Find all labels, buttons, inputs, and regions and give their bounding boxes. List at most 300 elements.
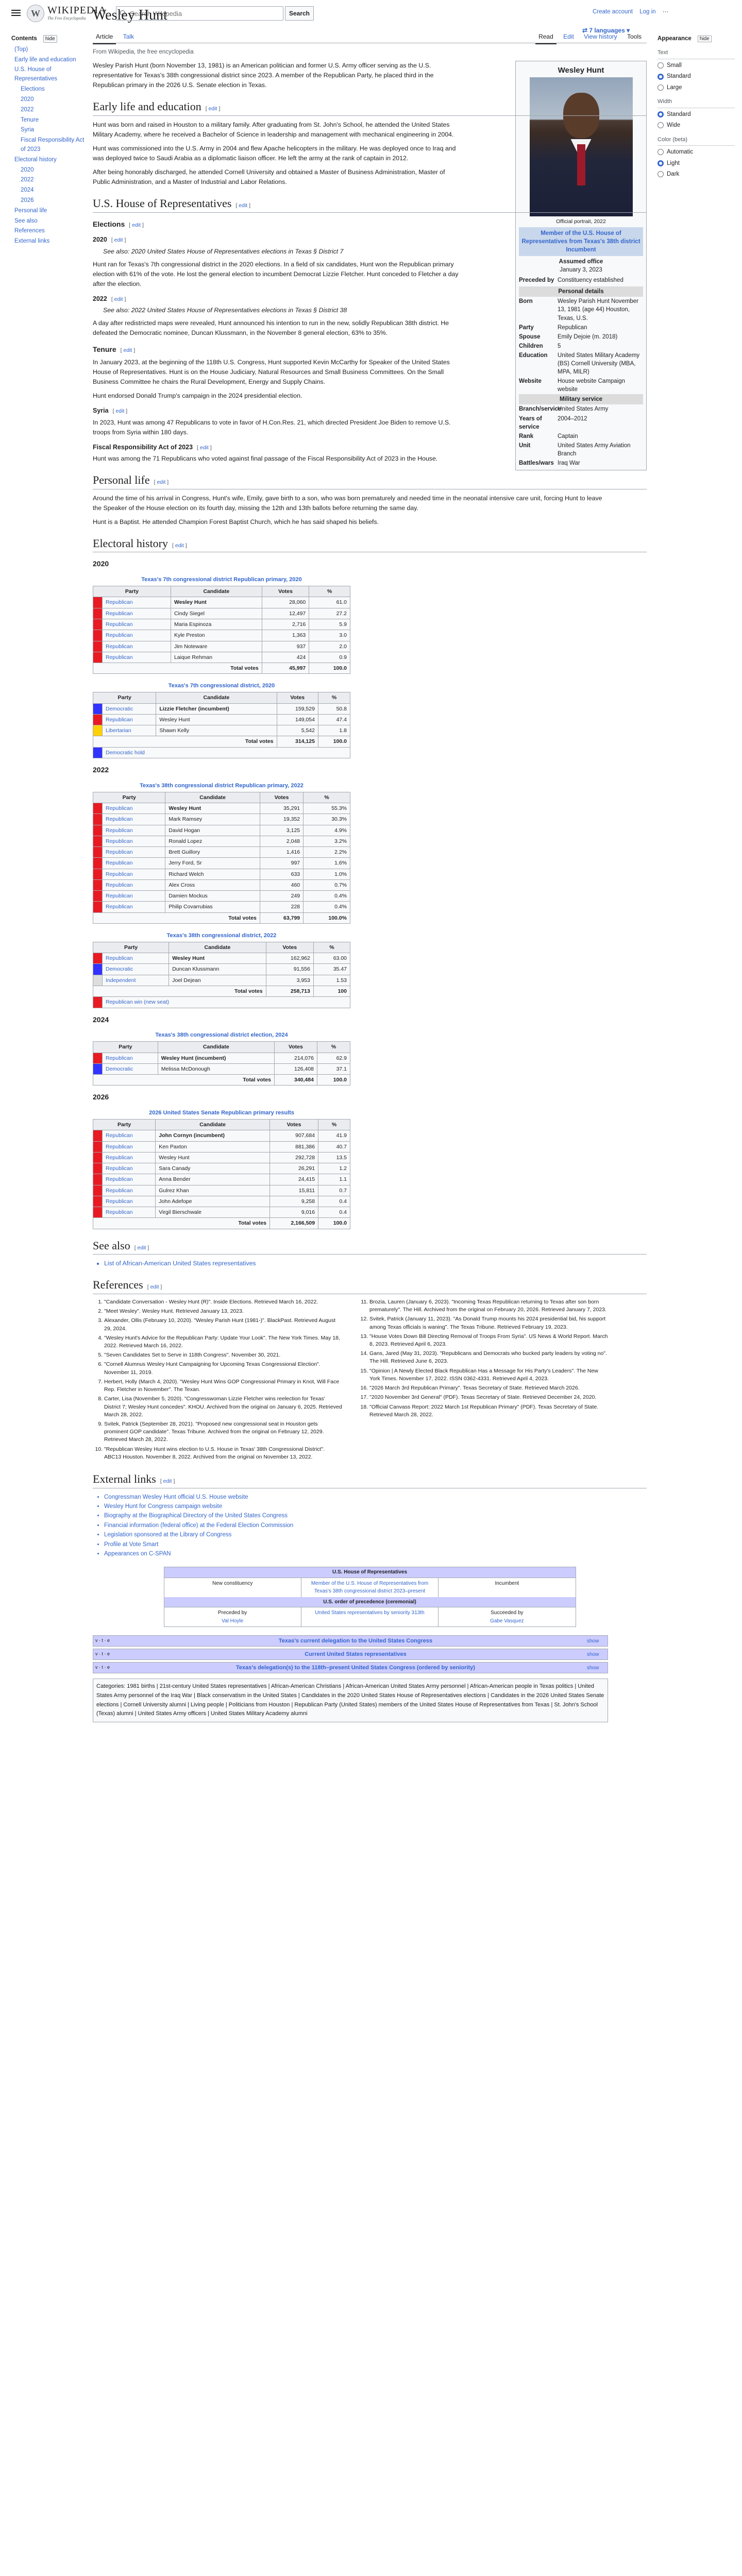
color-light-radio[interactable]: Light [657,159,735,168]
infobox-value: United States Army [558,406,609,413]
votes-cell: 5,542 [277,725,318,736]
reference-item[interactable]: 13. "House Votes Down Bill Directing Removal of Troops From Syria". US News & World Report. March 8, 2023. Retrieved April 6, 2023. [369,1333,608,1348]
column-header: Candidate [156,692,277,703]
total-percent: 100.0 [309,663,350,674]
party-cell[interactable]: Republican [103,891,165,902]
edit-link[interactable]: edit [163,1478,172,1485]
navbox[interactable] [93,1649,608,1660]
toc-item[interactable]: Tenure [21,116,39,123]
percent-cell: 4.9% [303,825,350,836]
navbox[interactable] [93,1635,608,1647]
edit-link[interactable]: edit [175,542,184,549]
reference-item[interactable]: 16. "2026 March 3rd Republican Primary". Texas Secretary of State. Retrieved March 2026. [369,1384,608,1392]
party-cell[interactable]: Republican [103,858,165,869]
references-list [93,1298,608,1463]
assumed-office-label: Assumed office [559,258,603,265]
percent-cell: 40.7 [318,1141,350,1152]
tab-edit[interactable]: Edit [563,33,574,40]
percent-cell: 0.4 [318,1196,350,1207]
navbox-title[interactable]: Texas's delegation(s) to the 118th–present United States Congress (ordered by seniority) [236,1664,475,1671]
party-cell[interactable]: Republican [103,619,171,630]
navbox-show-toggle[interactable]: show [587,1638,599,1644]
reference-item[interactable]: 11. Brozia, Lauren (January 6, 2023). "Incoming Texas Republican returning to Texas after son born prematurely". The Hill. Archived from the original on February 20, 2026. Retrieved January 7, 2023. [369,1298,608,1314]
total-percent: 100.0 [317,1075,350,1086]
infobox-value: 2004–2012 [558,415,587,422]
total-votes: 314,125 [277,736,318,747]
candidate-cell: Jerry Ford, Sr [165,858,260,869]
column-header: % [309,586,350,597]
reference-item[interactable]: 10. "Republican Wesley Hunt wins election to U.S. House in Texas' 38th Congressional District". ABC13 Houston. November 8, 2022. Archived from the original on November 13, 2022. [104,1446,343,1461]
column-header: Votes [270,1120,318,1130]
toc-item[interactable]: 2022 [21,106,34,113]
column-header: Votes [274,1042,317,1053]
more-tools-icon[interactable]: ··· [662,9,669,15]
edit-link[interactable]: edit [114,237,123,244]
infobox-label: Rank [519,433,534,439]
votes-cell: 12,497 [262,608,309,619]
candidate-cell: Philip Covarrubias [165,902,260,912]
see-also-note[interactable]: See also: 2022 United States House of Representatives elections in Texas § District 38 [103,307,347,314]
votes-cell: 28,060 [262,597,309,608]
toc-item[interactable]: Electoral history [14,156,57,163]
table-caption[interactable]: Texas's 7th congressional district Republican primary, 2020 [141,577,302,583]
tab-article[interactable]: Article [93,31,116,44]
percent-cell: 3.2% [303,836,350,846]
party-cell[interactable]: Republican [103,902,165,912]
party-cell[interactable]: Republican [103,825,165,836]
edit-link[interactable]: edit [137,1244,146,1251]
party-cell[interactable]: Libertarian [103,725,156,736]
column-header: Party [93,692,156,703]
external-link[interactable]: • Legislation sponsored at the Library of Congress [104,1530,647,1539]
party-cell[interactable]: Republican [103,1141,156,1152]
table-row [93,1053,350,1063]
percent-cell: 0.4% [303,902,350,912]
table-caption[interactable]: 2026 United States Senate Republican primary results [149,1110,294,1116]
edit-link[interactable]: edit [114,296,123,302]
percent-cell: 27.2 [309,608,350,619]
party-color-swatch [93,597,103,608]
percent-cell: 2.2% [303,847,350,858]
candidate-cell: Wesley Hunt [169,953,266,964]
party-cell[interactable]: Republican [103,1152,156,1163]
toc-item[interactable]: See also [14,217,38,224]
votes-cell: 214,076 [274,1053,317,1063]
lead-paragraph: Wesley Parish Hunt (born November 13, 1981) is an American politician and former U.S. Army officer serving as the U.S. representative for Texas's 38th congressional district since 2023. A member of the Republican Party, he placed third in the Republican primary in the 2026 U.S. Senate election in Texas. [93,62,434,89]
reference-item[interactable]: 15. "Opinion | A Newly Elected Black Republican Has a Message for His Party's Leaders". The New York Times. November 17, 2022. ISSN 0362-4331. Retrieved April 4, 2023. [369,1367,608,1383]
toc-hide-button[interactable]: hide [43,35,57,43]
see-also-note[interactable]: See also: 2020 United States House of Representatives elections in Texas § District 7 [103,247,344,255]
votes-cell: 35,291 [260,803,303,814]
table-row [93,630,350,641]
navbox-vte[interactable]: v · t · e [95,1651,110,1657]
tagline: The Free Encyclopedia [47,16,86,21]
table-row [93,891,350,902]
table-row [93,879,350,890]
candidate-cell: John Cornyn (incumbent) [156,1130,270,1141]
party-cell[interactable]: Republican [103,1053,158,1063]
precedence-header: U.S. order of precedence (ceremonial) [164,1597,576,1607]
party-cell[interactable]: Republican [103,1174,156,1185]
table-row [93,1152,350,1163]
infobox-value: House website Campaign website [558,378,626,393]
see-also-link[interactable]: • List of African-American United States representatives [104,1259,647,1268]
candidate-cell: Duncan Klussmann [169,964,266,975]
table-row [93,597,350,608]
votes-cell: 633 [260,869,303,879]
candidate-cell: Damien Mockus [165,891,260,902]
infobox-value: Emily Dejoie (m. 2018) [558,333,618,340]
edit-link[interactable]: edit [150,1284,159,1291]
total-label: Total votes [93,912,260,923]
party-cell[interactable]: Republican [103,803,165,814]
external-link[interactable]: • Profile at Vote Smart [104,1540,647,1549]
party-cell[interactable]: Republican [103,1196,156,1207]
column-header: % [313,942,350,953]
percent-cell: 1.6% [303,858,350,869]
column-header: % [317,1042,350,1053]
column-header: Votes [277,692,318,703]
text-large-radio[interactable]: Large [657,83,735,92]
edit-link[interactable]: edit [239,202,248,209]
percent-cell: 1.1 [318,1174,350,1185]
votes-cell: 24,415 [270,1174,318,1185]
party-cell[interactable]: Republican [103,869,165,879]
toc-item[interactable]: 2020 [21,96,34,103]
votes-cell: 19,352 [260,814,303,825]
tab-view-history[interactable]: View history [584,33,617,40]
column-header: Party [93,586,171,597]
party-cell[interactable]: Republican [103,714,156,725]
reference-item[interactable]: 17. "2020 November 3rd General" (PDF). Texas Secretary of State. Retrieved December 24, 2020. [369,1394,608,1401]
toc-item[interactable]: References [14,228,45,234]
column-header: Party [93,792,165,803]
reference-item[interactable]: 12. Svitek, Patrick (January 11, 2023). "As Donald Trump mounts his 2024 presidential bid, his support among Texas officials is waning". The Texas Tribune. Retrieved February 19, 2023. [369,1315,608,1331]
votes-cell: 149,054 [277,714,318,725]
main-menu-icon[interactable] [11,8,21,16]
table-row [93,847,350,858]
reference-item[interactable]: 2. "Meet Wesley". Wesley Hunt. Retrieved January 13, 2023. [104,1308,343,1315]
party-cell[interactable]: Republican [103,1163,156,1174]
hold-label[interactable]: Democratic hold [103,747,350,758]
percent-cell: 63.00 [313,953,350,964]
text-small-radio[interactable]: Small [657,61,735,70]
column-header: % [318,692,350,703]
party-cell[interactable]: Republican [103,630,171,641]
navbox-show-toggle[interactable]: show [587,1651,599,1657]
toc-item[interactable]: Personal life [14,207,47,214]
paragraph: Around the time of his arrival in Congress, Hunt's wife, Emily, gave birth to a son, who was born prematurely and needed time in the neonatal intensive care unit, forcing Hunt to leave the Speaker of the House election on its fourth day, missing the 12th and 13th ballots before returning the same day. [93,494,602,512]
party-color-swatch [93,1152,103,1163]
table-caption[interactable]: Texas's 38th congressional district, 2022 [166,932,277,939]
external-link[interactable]: • Biography at the Biographical Directory of the United States Congress [104,1511,647,1520]
infobox-label: Unit [519,442,531,449]
reference-item[interactable]: 18. "Official Canvass Report: 2022 March 1st Republican Primary" (PDF). Texas Secretary of State. Retrieved March 28, 2022. [369,1403,608,1419]
party-cell[interactable]: Republican [103,1185,156,1196]
infobox-label: Website [519,378,542,385]
election-results-table [93,574,350,674]
votes-cell: 292,728 [270,1152,318,1163]
infobox-label: Branch/service [519,406,562,413]
party-cell[interactable]: Republican [103,597,171,608]
heading-personal-life: Personal life [ edit ] [93,473,647,489]
party-cell[interactable]: Republican [103,847,165,858]
table-row [93,953,350,964]
column-header: Votes [262,586,309,597]
candidate-cell: Melissa McDonough [158,1063,274,1074]
toc-item[interactable]: Fiscal Responsibility Act of 2023 [21,137,85,152]
votes-cell: 424 [262,652,309,663]
percent-cell: 13.5 [318,1152,350,1163]
party-color-swatch [93,1053,103,1063]
edit-link[interactable]: edit [115,408,125,415]
infobox-value: United States Army Aviation Branch [558,442,631,457]
party-cell[interactable]: Republican [103,608,171,619]
percent-cell: 0.9 [309,652,350,663]
toc-item[interactable]: Elections [21,86,45,93]
table-row [93,1196,350,1207]
heading-syria: Syria [ edit ] [93,407,128,415]
candidate-cell: John Adefope [156,1196,270,1207]
election-results-table [93,930,350,1008]
table-row [93,1163,350,1174]
tab-tools[interactable]: Tools [627,33,642,40]
candidate-cell: Virgil Bierschwale [156,1207,270,1218]
personal-tools [593,7,673,16]
party-color-swatch [93,641,103,652]
candidate-cell: Wesley Hunt (incumbent) [158,1053,274,1063]
column-header: % [318,1120,350,1130]
table-row [93,975,350,986]
party-color-swatch [93,725,103,736]
party-color-swatch [93,953,103,964]
votes-cell: 228 [260,902,303,912]
heading-electoral-history: Electoral history [ edit ] [93,536,647,553]
width-wide-radio[interactable]: Wide [657,121,735,130]
table-caption[interactable]: Texas's 38th congressional district Republican primary, 2022 [140,782,303,789]
party-color-swatch [93,1130,103,1141]
paragraph: After being honorably discharged, he attended Cornell University and obtained a Master of Business Administration, Master of Public Administration, and a Master of Industrial and Labor Relations. [93,168,445,185]
reference-item[interactable]: 5. "Seven Candidates Set to Serve in 118th Congress". November 30, 2021. [104,1351,343,1359]
heading-2020: 2020 [ edit ] [93,236,126,244]
external-link[interactable]: • Wesley Hunt for Congress campaign website [104,1502,647,1511]
table-caption[interactable]: Texas's 7th congressional district, 2020 [168,683,275,689]
candidate-cell: Lizzie Fletcher (incumbent) [156,703,277,714]
percent-cell: 41.9 [318,1130,350,1141]
external-link[interactable]: • Congressman Wesley Hunt official U.S. House website [104,1493,647,1502]
party-cell[interactable]: Republican [103,814,165,825]
candidate-cell: Anna Bender [156,1174,270,1185]
total-votes: 45,997 [262,663,309,674]
preceded-label: Preceded by [519,277,554,284]
total-label: Total votes [93,1218,270,1229]
column-header: Candidate [171,586,262,597]
total-row [93,1075,350,1086]
votes-cell: 1,416 [260,847,303,858]
infobox-label: Spouse [519,333,541,340]
color-automatic-radio[interactable]: Automatic [657,147,735,157]
seniority-link[interactable]: United States representatives by seniority 313th [301,1607,439,1626]
party-color-swatch [93,891,103,902]
table-row [93,858,350,869]
reference-item[interactable]: 1. "Candidate Conversation - Wesley Hunt (R)". Inside Elections. Retrieved March 16, 2022. [104,1298,343,1306]
candidate-cell: Wesley Hunt [165,803,260,814]
party-cell[interactable]: Republican [103,1130,156,1141]
party-color-swatch [93,1207,103,1218]
infobox-value: Wesley Parish Hunt November 13, 1981 (age 44) Houston, Texas, U.S. [558,298,639,321]
percent-cell: 37.1 [317,1063,350,1074]
party-cell[interactable]: Republican [103,1207,156,1218]
party-color-swatch [93,630,103,641]
candidate-cell: Joel Dejean [169,975,266,986]
party-cell[interactable]: Republican [103,652,171,663]
percent-cell: 35.47 [313,964,350,975]
toc-item[interactable]: (Top) [14,46,28,53]
external-link[interactable]: • Appearances on C-SPAN [104,1549,647,1558]
election-results-table [93,1029,350,1086]
table-row [93,608,350,619]
toc-item[interactable]: External links [14,238,50,245]
party-cell[interactable]: Republican [103,879,165,890]
reference-item[interactable]: 8. Carter, Lisa (November 5, 2020). "Congresswoman Lizzie Fletcher wins reelection for Texas' District 7; Wesley Hunt concedes". KHOU. Archived from the original on January 6, 2025. Retrieved March 28, 2022. [104,1395,343,1419]
from-wikipedia-note: From Wikipedia, the free encyclopedia [93,49,194,55]
heading-electoral-2024: 2024 [93,1015,109,1024]
heading-electoral-2022: 2022 [93,765,109,774]
succession-header: U.S. House of Representatives [164,1567,576,1578]
party-color-swatch [93,879,103,890]
party-color-swatch [93,619,103,630]
party-cell[interactable]: Independent [103,975,169,986]
wordmark[interactable]: WIKIPEDIA [47,5,107,16]
table-row [93,1207,350,1218]
succession-office[interactable]: Member of the U.S. House of Representatives from Texas's 38th congressional district 2023–present [301,1578,439,1597]
hold-label[interactable]: Republican win (new seat) [103,997,350,1008]
candidate-cell: Maria Espinoza [171,619,262,630]
create-account-link[interactable]: Create account [593,9,633,15]
search-button[interactable]: Search [285,6,314,21]
percent-cell: 1.53 [313,975,350,986]
column-header: Party [93,942,169,953]
candidate-cell: Kyle Preston [171,630,262,641]
party-color-swatch [93,1063,103,1074]
reference-item[interactable]: 3. Alexander, Ollis (February 10, 2020). "Wesley Parish Hunt (1981-)". BlackPast. Retrieved August 29, 2024. [104,1317,343,1332]
edit-link[interactable]: edit [123,347,132,354]
edit-link[interactable]: edit [132,222,141,228]
party-color-swatch [93,1185,103,1196]
edit-link[interactable]: edit [199,444,209,451]
party-color-swatch [93,975,103,986]
reference-item[interactable]: 4. "Wesley Hunt's Advice for the Republican Party: Update Your Look". The New York Times. May 18, 2022. Retrieved March 16, 2022. [104,1334,343,1350]
external-link[interactable]: • Financial information (federal office) at the Federal Election Commission [104,1521,647,1530]
toc-item[interactable]: 2026 [21,197,34,204]
login-link[interactable]: Log in [639,9,656,15]
election-results-table [93,680,350,758]
tab-read[interactable]: Read [535,31,556,44]
party-color-swatch [93,803,103,814]
column-header: Candidate [158,1042,274,1053]
percent-cell: 30.3% [303,814,350,825]
reference-item[interactable]: 6. "Cornell Alumnus Wesley Hunt Campaigning for Upcoming Texas Congressional Election". November 11, 2019. [104,1361,343,1376]
party-cell[interactable]: Republican [103,953,169,964]
party-cell[interactable]: Democratic [103,703,156,714]
color-label: Color (beta) [657,135,735,146]
votes-cell: 460 [260,879,303,890]
heading-electoral-2026: 2026 [93,1093,109,1101]
column-header: % [303,792,350,803]
candidate-cell: David Hogan [165,825,260,836]
heading-external-links: External links [ edit ] [93,1472,647,1488]
width-standard-radio[interactable]: Standard [657,110,735,119]
percent-cell: 3.0 [309,630,350,641]
color-dark-radio[interactable]: Dark [657,170,735,179]
heading-house: U.S. House of Representatives [ edit ] [93,196,647,213]
infobox-label: Party [519,324,534,331]
votes-cell: 3,125 [260,825,303,836]
total-votes: 340,484 [274,1075,317,1086]
reference-item[interactable]: 7. Herbert, Holly (March 4, 2020). "Wesley Hunt Wins GOP Congressional Primary in Knot, Will Face Rep. Fletcher in November". The Texan. [104,1378,343,1394]
navbox-show-toggle[interactable]: show [587,1665,599,1671]
heading-fiscal-responsibility: Fiscal Responsibility Act of 2023 [ edit ] [93,443,212,451]
toc-item[interactable]: U.S. House of Representatives [14,66,58,82]
paragraph: Hunt ran for Texas's 7th congressional district in the 2020 elections. In a field of six candidates, Hunt won the Republican primary election with 61% of the vote. He lost the general election to incumbent Democrat Lizzie Fletcher. Hunt conceded to Fletcher a day after the election. [93,260,459,287]
votes-cell: 997 [260,858,303,869]
toc-item[interactable]: 2022 [21,177,34,183]
total-percent: 100.0 [318,1218,350,1229]
appearance-hide-button[interactable]: hide [698,36,712,42]
column-header: Votes [260,792,303,803]
categories-box[interactable]: Categories: 1981 births | 21st-century United States representatives | African-American Christians | African-American United States Army personnel | African-American people in Texas politics | United States Army personnel of the Iraq War | Black conservatism in the United States | Candidates in the 2020 United States House of Representatives elections | Candidates in the 2026 United States Senate elections | Cornell University alumni | Living people | Politicians from Houston | Republican Party (United States) members of the United States House of Representatives from Texas | St. John's School (Texas) alumni | United States Army officers | United States Military Academy alumni [93,1679,608,1722]
infobox-label: Born [519,298,533,305]
table-row [93,652,350,663]
toc-item[interactable]: 2024 [21,187,34,194]
party-color-swatch [93,869,103,879]
toc-item[interactable]: Early life and education [14,56,76,63]
navbox-title[interactable]: Texas's current delegation to the United States Congress [278,1637,433,1644]
reference-item[interactable]: 14. Gans, Jared (May 31, 2023). "Republicans and Democrats who bucked party leaders by voting no". The Hill. Retrieved June 6, 2023. [369,1350,608,1365]
party-cell[interactable]: Democratic [103,1063,158,1074]
preceded-by: Preceded by Val Hoyle [164,1607,301,1626]
candidate-cell: Richard Welch [165,869,260,879]
party-cell[interactable]: Republican [103,641,171,652]
party-cell[interactable]: Republican [103,836,165,846]
navbox[interactable] [93,1662,608,1673]
hold-row [93,747,350,758]
language-selector[interactable]: ⇄ 7 languages ▾ [582,27,630,34]
infobox-title: Wesley Hunt [558,66,604,75]
edit-link[interactable]: edit [208,106,217,112]
navbox-vte[interactable]: v · t · e [95,1665,110,1670]
navbox-title[interactable]: Current United States representatives [305,1651,407,1657]
votes-cell: 2,716 [262,619,309,630]
toc-item[interactable]: Syria [21,127,35,133]
party-cell[interactable]: Democratic [103,964,169,975]
infobox-label: Battles/wars [519,460,554,467]
reference-item[interactable]: 9. Svitek, Patrick (September 28, 2021). "Proposed new congressional seat in Houston gets prominent GOP candidate". Texas Tribune. Archived from the original on February 12, 2029. Retrieved March 28, 2022. [104,1420,343,1444]
votes-cell: 907,684 [270,1130,318,1141]
infobox-value: United States Military Academy (BS) Cornell University (MBA, MPA, MILR) [558,352,640,376]
text-standard-radio[interactable]: Standard [657,72,735,81]
tab-talk[interactable]: Talk [123,33,134,40]
navbox-vte[interactable]: v · t · e [95,1638,110,1643]
preceded-value: Constituency established [558,277,623,284]
edit-link[interactable]: edit [157,479,166,486]
candidate-cell: Shawn Kelly [156,725,277,736]
party-color-swatch [93,964,103,975]
wikipedia-globe-logo[interactable]: W [27,5,44,22]
table-row [93,1130,350,1141]
toc-item[interactable]: 2020 [21,166,34,173]
table-caption[interactable]: Texas's 38th congressional district election, 2024 [155,1032,288,1039]
